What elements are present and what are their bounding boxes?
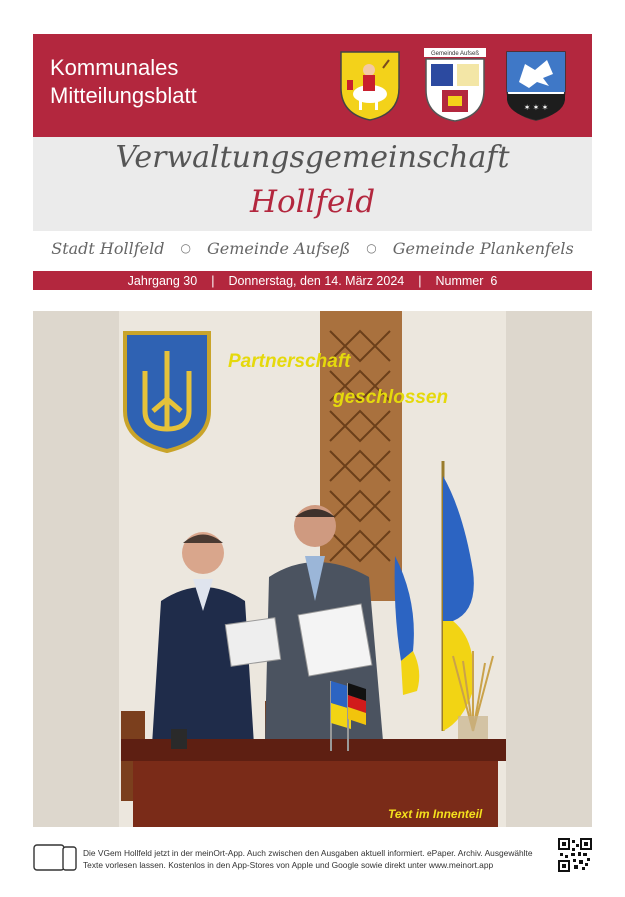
svg-text:✶ ✶ ✶: ✶ ✶ ✶ [523, 103, 549, 112]
cover-photo [33, 311, 592, 827]
municipality-hollfeld: Stadt Hollfeld [51, 238, 165, 258]
photo-caption-line1: Partnerschaft [228, 351, 351, 372]
tablet-phone-icon [33, 844, 77, 871]
separator: | [418, 273, 422, 288]
app-promo-text: Die VGem Hollfeld jetzt in der meinOrt-App. Auch zwischen den Ausgaben aktuell informiert. ePaper. Archiv. Ausgewählte Texte vorlesen lassen. Kostenlos in den App-Stores von Apple und Google sowie direkt unter www.meinort.app [83, 848, 533, 870]
separator: | [211, 273, 215, 288]
publication-title [50, 54, 197, 110]
masthead-title: Verwaltungsgemeinschaft [115, 140, 510, 175]
issue-number: Nummer 6 [435, 273, 498, 288]
masthead-subtitle: Hollfeld [249, 184, 376, 220]
photo-caption-line2: geschlossen [333, 387, 449, 408]
hollfeld-coat-of-arms-icon [337, 48, 403, 122]
header-band [33, 34, 592, 137]
issue-info-bar [33, 271, 592, 290]
aufsess-coat-of-arms-icon [422, 48, 488, 122]
municipality-aufsess: Gemeinde Aufseß [206, 238, 351, 258]
plankenfels-coat-of-arms-icon [503, 48, 569, 122]
bullet-icon: ○ [180, 241, 191, 255]
photo-illustration [33, 311, 592, 827]
issue-date: Donnerstag, den 14. März 2024 [228, 273, 405, 288]
volume-label: Jahrgang 30 [127, 273, 198, 288]
title-line-1: Kommunales [50, 55, 179, 80]
municipalities-list [33, 236, 592, 260]
photo-footnote: Text im Innenteil [388, 807, 483, 821]
municipality-plankenfels: Gemeinde Plankenfels [392, 238, 574, 258]
title-band [33, 137, 592, 231]
title-line-2: Mitteilungsblatt [50, 83, 197, 108]
footer [33, 838, 592, 878]
crest-label: Gemeinde Aufseß [430, 51, 480, 57]
bullet-icon: ○ [366, 241, 377, 255]
qr-code-icon[interactable] [558, 838, 592, 872]
